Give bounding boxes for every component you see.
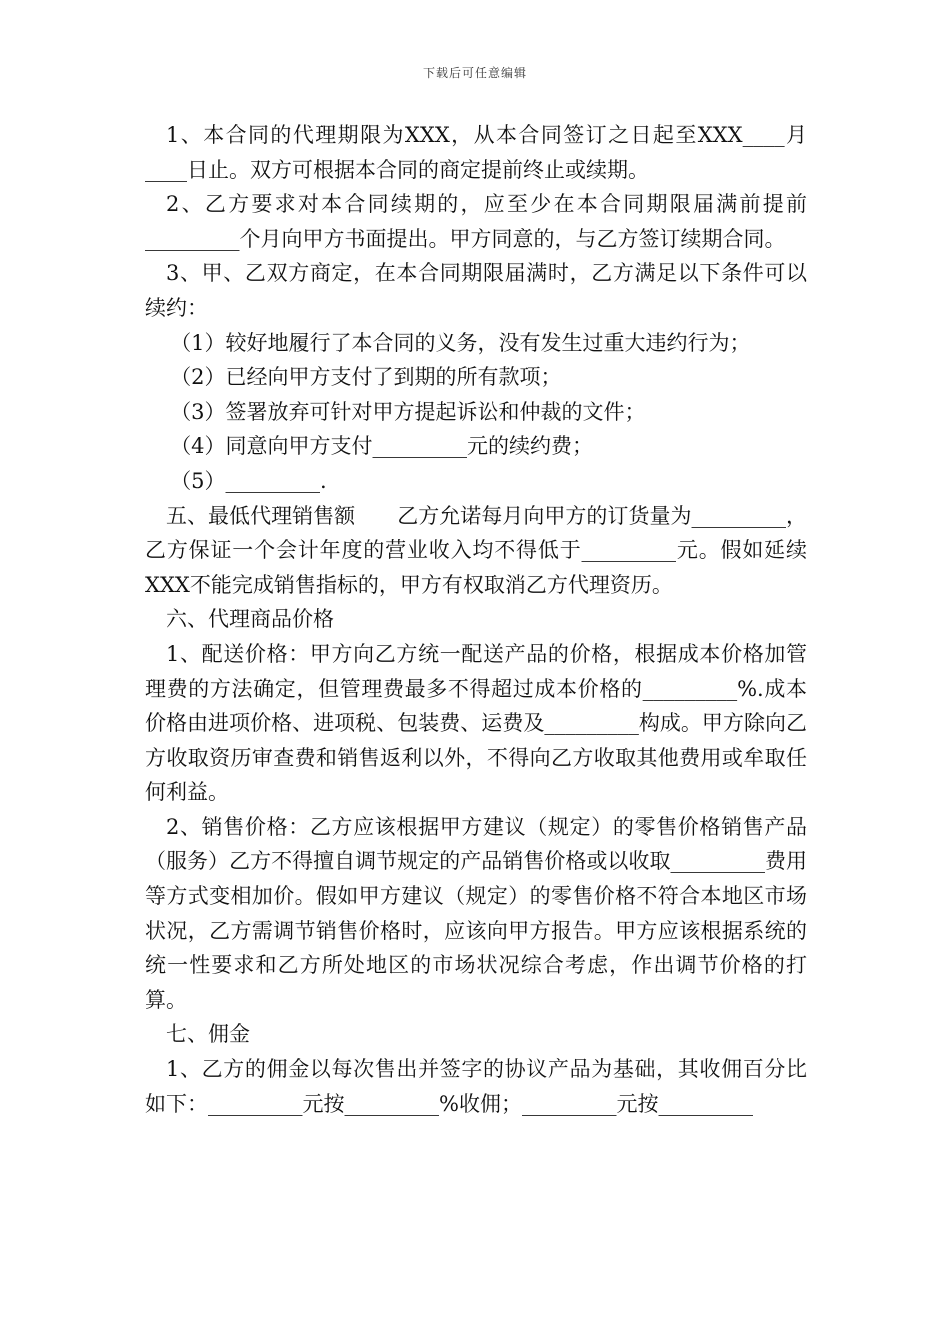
section-title-pricing: 六、代理商品价格: [166, 607, 334, 632]
clause-renewal-request: 2、乙方要求对本合同续期的，应至少在本合同期限届满前提前_________个月向甲方书面提出。甲方同意的，与乙方签订续期合同。: [145, 192, 807, 251]
section-minimum-sales: 五、最低代理销售额 乙方允诺每月向甲方的订货量为_________，乙方保证一个会计年度的营业收入均不得低于_________元。假如延续XXX不能完成销售指标的，甲方有权取消乙方代理资历。: [145, 503, 807, 597]
condition-item-4: （4）同意向甲方支付_________元的续约费；: [170, 434, 594, 459]
condition-item-5: （5）_________.: [170, 468, 327, 493]
clause-term-period: 1、本合同的代理期限为XXX，从本合同签订之日起至XXX____月____日止。双方可根据本合同的商定提前终止或续期。: [145, 123, 807, 182]
page-header: 下载后可任意编辑: [422, 66, 527, 80]
clause-renewal-conditions: 3、甲、乙双方商定，在本合同期限届满时，乙方满足以下条件可以续约：: [145, 261, 807, 320]
document-body: [145, 118, 807, 1121]
section-title-commission: 七、佣金: [166, 1022, 250, 1047]
clause-delivery-price: 1、配送价格：甲方向乙方统一配送产品的价格，根据成本价格加管理费的方法确定，但管理费最多不得超过成本价格的_________%.成本价格由进项价格、进项税、包装费、运费及_________构成。甲方除向乙方收取资历审查费和销售返利以外，不得向乙方收取其他费用或牟取任何利益。: [145, 641, 807, 805]
condition-item-2: （2）已经向甲方支付了到期的所有款项；: [170, 365, 562, 390]
clause-commission-rate: 1、乙方的佣金以每次售出并签字的协议产品为基础，其收佣百分比如下：_________元按_________%收佣；_________元按_________: [145, 1057, 807, 1116]
condition-item-3: （3）签署放弃可针对甲方提起诉讼和仲裁的文件；: [170, 399, 646, 424]
condition-item-1: （1）较好地履行了本合同的义务，没有发生过重大违约行为；: [170, 330, 751, 355]
clause-sales-price: 2、销售价格：乙方应该根据甲方建议（规定）的零售价格销售产品（服务）乙方不得擅自调节规定的产品销售价格或以收取_________费用等方式变相加价。假如甲方建议（规定）的零售价格不符合本地区市场状况，乙方需调节销售价格时，应该向甲方报告。甲方应该根据系统的统一性要求和乙方所处地区的市场状况综合考虑，作出调节价格的打算。: [145, 814, 807, 1012]
